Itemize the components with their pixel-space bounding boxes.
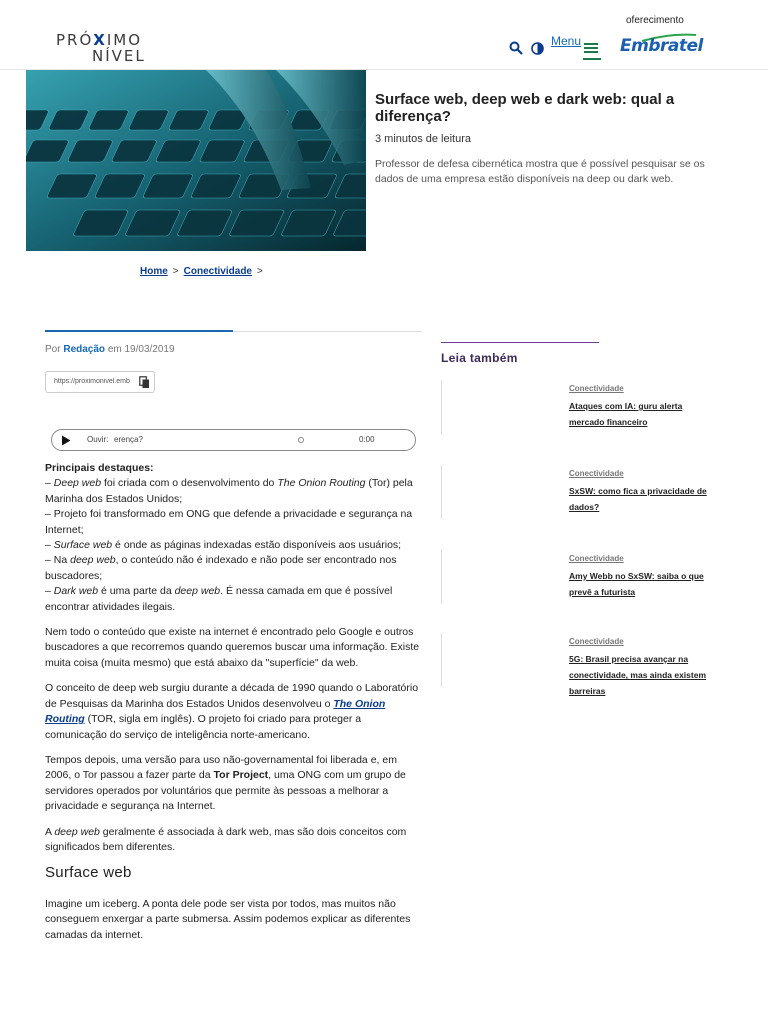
highlights	[45, 461, 423, 615]
highlight-text: é onde as páginas indexadas estão disponíveis aos usuários;	[112, 539, 402, 552]
related-article-category[interactable]: Conectividade	[569, 637, 624, 646]
menu-underline	[583, 58, 601, 60]
breadcrumb-separator: >	[172, 266, 179, 277]
related-article[interactable]	[441, 550, 741, 606]
related-article-bar	[441, 465, 442, 519]
audio-track-title: erença?	[114, 435, 143, 444]
related-article-bar	[441, 550, 442, 604]
highlights-title: Principais destaques:	[45, 462, 154, 474]
menu-button[interactable]	[551, 34, 601, 60]
related-article-category[interactable]: Conectividade	[569, 469, 624, 478]
paragraph-bold: Tor Project	[213, 769, 269, 782]
highlight-emphasis: Dark web	[53, 585, 99, 598]
audio-time: 0:00	[359, 435, 375, 444]
related-article-link[interactable]: 5G: Brasil precisa avançar na conectividade, mas ainda existem barreiras	[569, 654, 707, 696]
highlight-emphasis: deep web	[70, 554, 116, 567]
paragraph	[45, 681, 423, 743]
logo-line-2: NÍVEL	[92, 47, 146, 65]
menu-label: Menu	[551, 34, 582, 48]
breadcrumb-home-link[interactable]: Home	[140, 266, 168, 277]
sidebar-divider	[441, 342, 599, 343]
highlight-text: –	[45, 477, 51, 490]
copy-icon[interactable]	[139, 376, 150, 389]
contrast-icon[interactable]	[531, 42, 544, 55]
read-time: 3 minutos de leitura	[375, 133, 471, 145]
highlight-text: , o conteúdo não é indexado e não pode ser encontrado nos buscadores;	[45, 554, 397, 582]
paragraph-text: Tempos depois, uma versão para uso não-governamental foi liberada e, em 2006, o Tor passou a fazer parte da	[45, 753, 397, 782]
hamburger-icon	[584, 43, 598, 53]
related-article-link[interactable]: Ataques com IA: guru alerta mercado financeiro	[569, 401, 683, 427]
highlight-text: – Na	[45, 554, 71, 567]
keyboard-photo	[26, 70, 366, 251]
highlight-text: –	[45, 585, 51, 598]
related-article-category[interactable]: Conectividade	[569, 384, 624, 393]
onion-routing-link[interactable]: The Onion Routing	[45, 697, 386, 726]
article-title: Surface web, deep web e dark web: qual a diferença?	[375, 91, 675, 125]
paragraph	[45, 825, 423, 856]
paragraph-text: , uma ONG com um grupo de servidores operados por voluntários que permite às pessoas a melhorar a privacidade e segurança na Internet.	[45, 769, 406, 813]
highlight-text: –	[45, 539, 51, 552]
paragraph-text: (TOR, sigla em inglês). O projeto foi criado para proteger a comunicação do serviço de inteligência norte-americano.	[45, 713, 362, 741]
related-article-category[interactable]: Conectividade	[569, 554, 624, 563]
paragraph-text: O conceito de deep web surgiu durante a década de 1990 quando o Laboratório de Pesquisas da Marinha dos Estados Unidos desenvolveu o	[45, 682, 419, 710]
related-article-link[interactable]: SxSW: como fica a privacidade de dados?	[569, 486, 707, 512]
site-logo[interactable]	[56, 32, 146, 64]
audio-progress-knob[interactable]	[298, 437, 304, 443]
logo-line-1: PRÓXIMO	[56, 31, 143, 49]
highlight-text: – Projeto foi transformado em ONG que defende a privacidade e segurança na Internet;	[45, 508, 413, 536]
site-header	[0, 0, 768, 70]
highlight-text: . É nessa camada em que é possível encontrar atividades ilegais.	[45, 585, 393, 613]
breadcrumb	[140, 266, 268, 277]
audio-player[interactable]	[51, 429, 416, 451]
share-url-box[interactable]	[45, 371, 155, 393]
search-icon[interactable]	[509, 41, 523, 55]
related-article-bar	[441, 380, 442, 434]
section-title: Surface web	[45, 864, 132, 882]
related-article[interactable]	[441, 465, 741, 521]
hero-image	[26, 70, 366, 251]
highlight-emphasis: deep web	[174, 585, 221, 598]
play-icon[interactable]	[61, 435, 71, 446]
paragraph: Nem todo o conteúdo que existe na internet é encontrado pelo Google e outros buscadores a que recorremos quando queremos buscar uma informação. Existe muita coisa (muita mesmo) que está abaixo da "superfície" da web.	[45, 626, 420, 669]
breadcrumb-category-link[interactable]: Conectividade	[183, 266, 252, 277]
author-link[interactable]: Redação	[63, 344, 106, 355]
related-article[interactable]	[441, 380, 741, 436]
publish-date: em 19/03/2019	[107, 344, 175, 355]
breadcrumb-separator: >	[257, 266, 263, 277]
content-divider-accent	[45, 330, 233, 332]
article-lede: Professor de defesa cibernética mostra que é possível pesquisar se os dados de uma empresa estão disponíveis na deep ou dark web.	[375, 158, 705, 185]
paragraph-text: geralmente é associada à dark web, mas são dois conceitos com significados bem diferentes.	[45, 825, 407, 853]
share-url-text: https://proximonivel.emb	[54, 378, 130, 385]
highlight-emphasis: Surface web	[53, 539, 113, 552]
related-article-bar	[441, 633, 442, 687]
sponsor-logo[interactable]: Embratel	[620, 36, 703, 56]
sponsor-label: oferecimento	[626, 15, 684, 26]
paragraph-emphasis: deep web	[54, 825, 100, 838]
article-body	[45, 461, 423, 953]
sidebar-title: Leia também	[441, 351, 518, 365]
paragraph-text: A	[45, 825, 55, 838]
highlight-emphasis: Deep web	[53, 477, 102, 490]
paragraph: Imagine um iceberg. A ponta dele pode ser vista por todos, mas muitos não conseguem enxergar a parte submersa. Assim podemos explicar as diferentes camadas da internet.	[45, 897, 411, 941]
highlight-text: (Tor) pela Marinha dos Estados Unidos;	[45, 477, 413, 505]
highlight-emphasis: The Onion Routing	[277, 477, 366, 490]
audio-label: Ouvir:	[87, 435, 109, 444]
byline	[45, 344, 175, 355]
related-article-link[interactable]: Amy Webb no SxSW: saiba o que prevê a futurista	[569, 571, 704, 597]
highlight-text: é uma parte da	[98, 585, 175, 598]
byline-prefix: Por	[45, 344, 61, 355]
related-article[interactable]	[441, 633, 741, 696]
highlight-text: foi criada com o desenvolvimento do	[101, 477, 278, 490]
paragraph	[45, 753, 423, 815]
